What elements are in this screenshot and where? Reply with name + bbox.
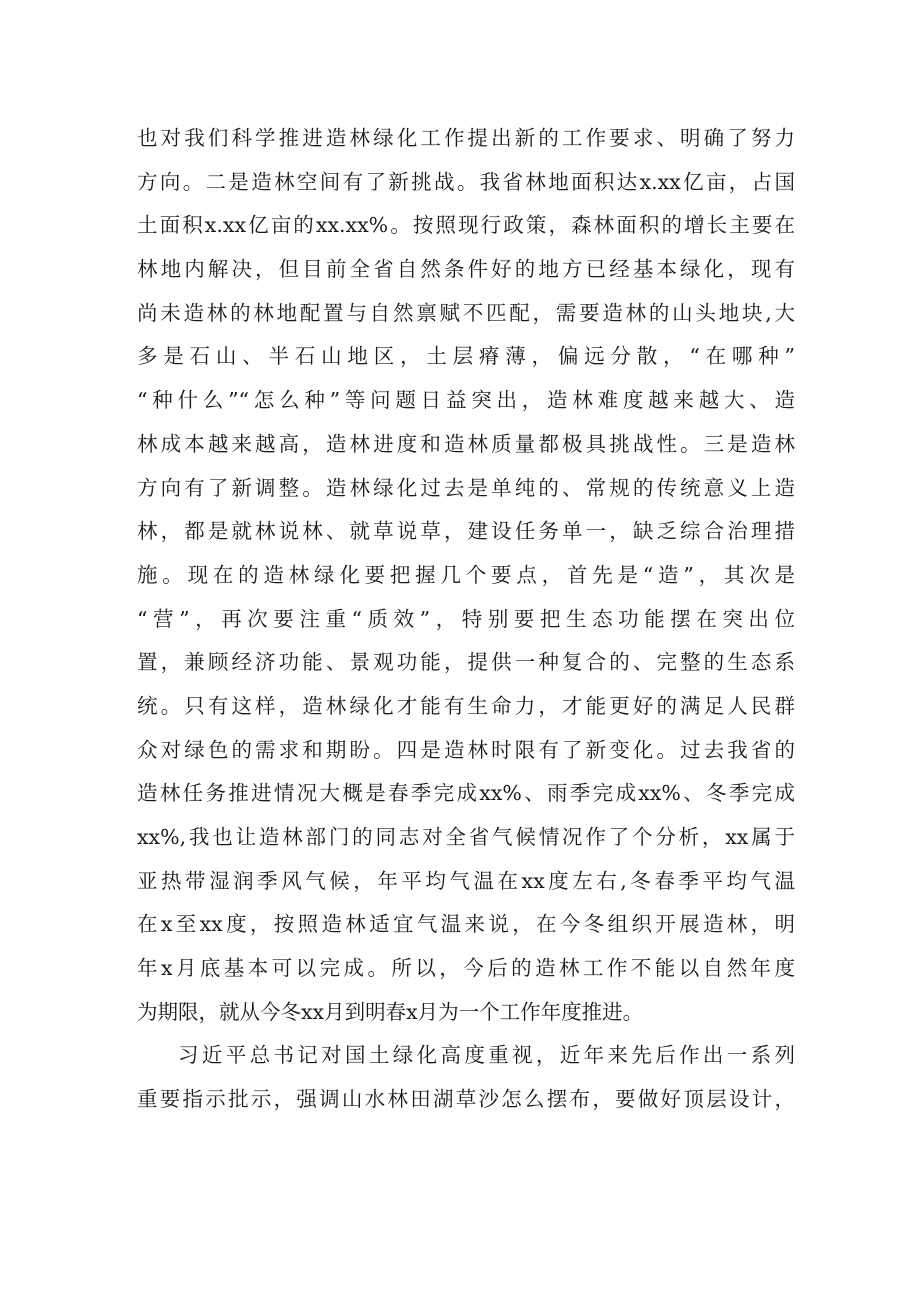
text-line: 在x至xx度，按照造林适宜气温来说，在今冬组织开展造林，明 [137, 912, 795, 937]
text-line: 林，都是就林说林、就草说草，建设任务单一，缺乏综合治理措 [137, 519, 795, 544]
text-line: 亚热带湿润季风气候，年平均气温在xx度左右,冬春季平均气温 [137, 868, 795, 893]
text-line: 重要指示批示，强调山水林田湖草沙怎么摆布，要做好顶层设计， [137, 1087, 795, 1112]
text-line: 施。现在的造林绿化要把握几个要点，首先是“造”，其次是 [137, 562, 795, 587]
text-line: 林地内解决，但目前全省自然条件好的地方已经基本绿化，现有 [137, 257, 795, 282]
text-line: 统。只有这样，造林绿化才能有生命力，才能更好的满足人民群 [137, 693, 795, 718]
text-line: 土面积x.xx亿亩的xx.xx%。按照现行政策，森林面积的增长主要在 [137, 213, 795, 238]
text-line: 林成本越来越高，造林进度和造林质量都极具挑战性。三是造林 [137, 431, 795, 456]
text-line: 置，兼顾经济功能、景观功能，提供一种复合的、完整的生态系 [137, 650, 795, 675]
text-line: “种什么”“怎么种”等问题日益突出，造林难度越来越大、造 [137, 388, 795, 413]
text-line: 多是石山、半石山地区，土层瘠薄，偏远分散，“在哪种” [137, 344, 795, 369]
text-line: 也对我们科学推进造林绿化工作提出新的工作要求、明确了努力 [137, 126, 795, 150]
paragraph-1 [137, 117, 795, 1034]
text-line: 众对绿色的需求和期盼。四是造林时限有了新变化。过去我省的 [137, 737, 795, 762]
text-line: 尚未造林的林地配置与自然禀赋不匹配，需要造林的山头地块,大 [137, 300, 795, 325]
body-text [137, 117, 795, 1122]
text-line: xx%,我也让造林部门的同志对全省气候情况作了个分析，xx属于 [137, 825, 795, 849]
text-line: 方向有了新调整。造林绿化过去是单纯的、常规的传统意义上造 [137, 475, 795, 500]
text-line: “营”，再次要注重“质效”，特别要把生态功能摆在突出位 [137, 606, 795, 631]
text-line: 习近平总书记对国土绿化高度重视，近年来先后作出一系列 [178, 1043, 795, 1068]
text-line: 年x月底基本可以完成。所以，今后的造林工作不能以自然年度 [137, 956, 795, 981]
text-line: 造林任务推进情况大概是春季完成xx%、雨季完成xx%、冬季完成 [137, 781, 795, 806]
text-line: 为期限，就从今冬xx月到明春x月为一个工作年度推进。 [137, 999, 644, 1024]
paragraph-2 [137, 1034, 795, 1121]
text-line: 方向。二是造林空间有了新挑战。我省林地面积达x.xx亿亩，占国 [137, 169, 795, 194]
